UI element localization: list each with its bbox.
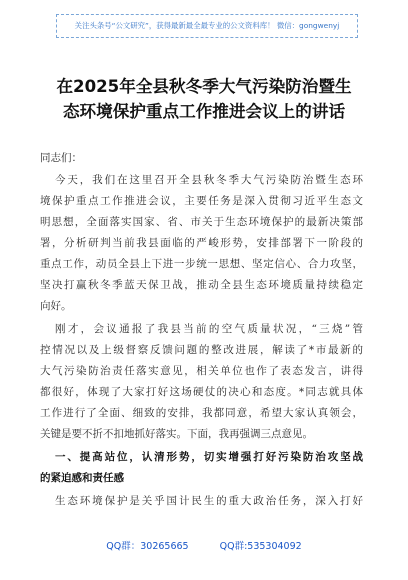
footer-qq-group-1: QQ群：30265665 [106,541,189,552]
body-line: 境保护重点工作推进会议，主要任务是深入贯彻习近平生态文 [40,195,363,207]
salutation: 同志们： [40,152,82,164]
body-line: 生态环境保护是关乎国计民生的重大政治任务，深入打好 [55,495,363,507]
body-line: 署，分析研判当前我县面临的严峻形势，安排部署下一阶段的 [40,237,363,249]
body-line: 明思想，全面落实国家、省、市关于生态环境保护的最新决策部 [40,216,363,228]
document-title [40,74,368,124]
footer [0,538,408,552]
body-line: 今天，我们在这里召开全县秋冬季大气污染防治暨生态环 [55,174,363,186]
body-line: 坚决打赢秋冬季蓝天保卫战，推动全县生态环境质量持续稳定 [40,279,363,291]
body-line: 刚才，会议通报了我县当前的空气质量状况，“三烧”管 [55,323,363,335]
title-line-2: 态环境保护重点工作推进会议上的讲话 [62,102,346,121]
footer-qq-group-2: QQ群:535304092 [219,541,302,552]
body-line: 向好。 [40,300,72,312]
section-heading: 的紧迫感和责任感 [40,472,124,484]
body-line: 重点工作，动员全县上下进一步统一思想、坚定信心、合力攻坚， [40,258,363,270]
body-line: 大气污染防治责任落实意见，相关单位也作了表态发言，讲得 [40,365,363,377]
body-line: 控情况以及上级督察反馈问题的整改进展，解读了*市最新的 [40,344,363,356]
section-heading: 一、提高站位，认清形势，切实增强打好污染防治攻坚战 [55,451,363,463]
body-line: 关键是要不折不扣地抓好落实。下面，我再强调三点意见。 [40,428,313,440]
title-line-1: 在2025年全县秋冬季大气污染防治暨生 [56,77,352,96]
body-line: 都很好，体现了大家打好这场硬仗的决心和态度。*同志就具体 [40,386,363,398]
promo-banner: 关注头条号“公文研究”，获得最新最全最专业的公文资料库！ 微信：gongwenyj [56,14,358,38]
body-line: 工作进行了全面、细致的安排，我都同意，希望大家认真领会， [40,407,363,419]
